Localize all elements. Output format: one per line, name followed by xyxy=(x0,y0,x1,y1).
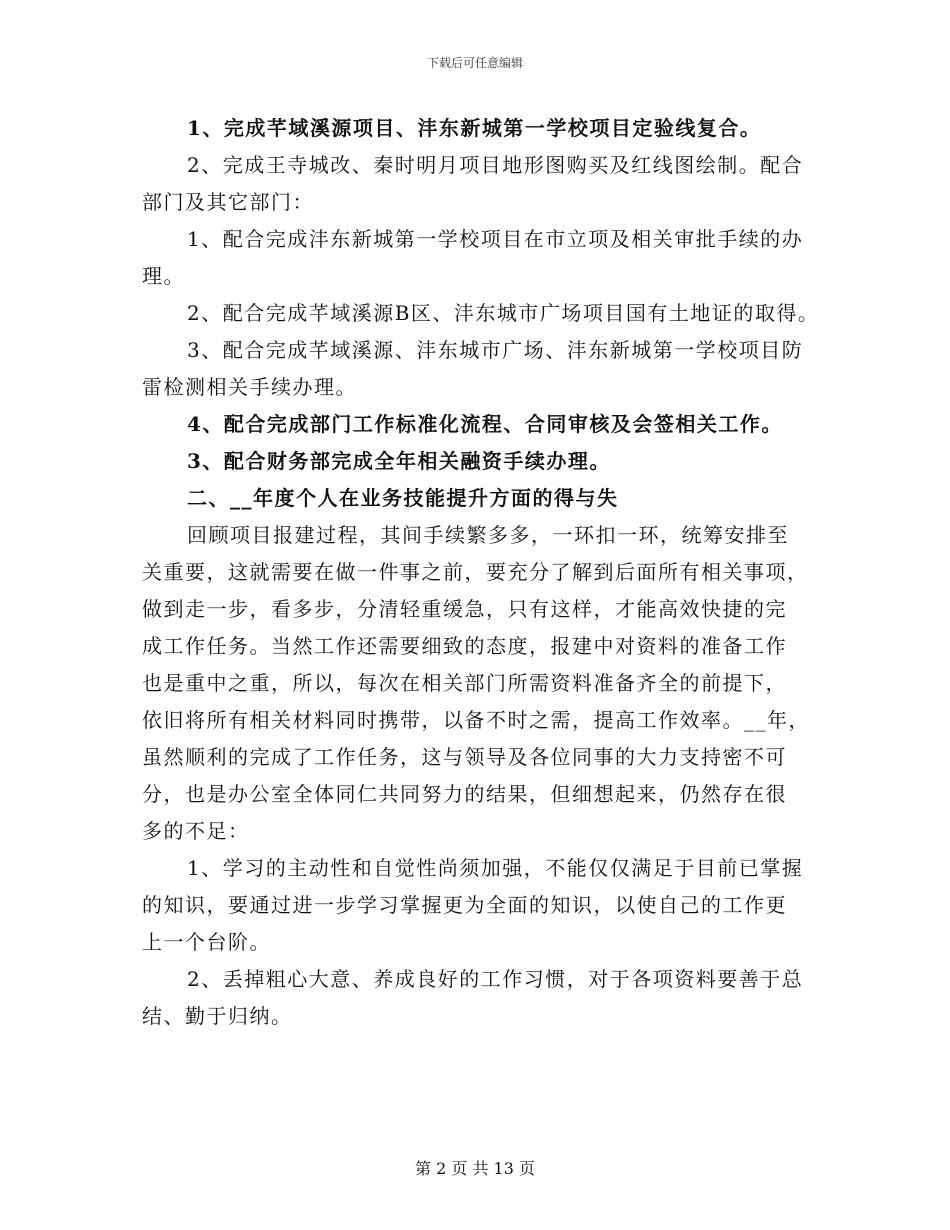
coop-line-3: 3、配合完成芊域溪源、沣东城市广场、沣东新城第一学校项目防 xyxy=(187,338,804,362)
coop-line-3-cont: 雷检测相关手续办理。 xyxy=(142,375,357,399)
review-paragraph-line: 关重要，这就需要在做一件事之前，要充分了解到后面所有相关事项， xyxy=(142,560,809,584)
shortcoming-line-1-cont: 的知识，要通过进一步学习掌握更为全面的知识，以使自己的工作更 xyxy=(142,893,787,917)
coop-line-5: 3、配合财务部完成全年相关融资手续办理。 xyxy=(187,449,611,473)
review-paragraph-line: 多的不足： xyxy=(142,819,250,843)
review-paragraph-line: 回顾项目报建过程，其间手续繁多多，一环扣一环，统筹安排至 xyxy=(187,523,789,547)
review-paragraph-line: 做到走一步，看多步，分清轻重缓急，只有这样，才能高效快捷的完 xyxy=(142,597,787,621)
review-paragraph-line: 虽然顺利的完成了工作任务，这与领导及各位同事的大力支持密不可 xyxy=(142,745,787,769)
coop-line-1-cont: 理。 xyxy=(142,264,185,288)
review-paragraph-line: 依旧将所有相关材料同时携带，以备不时之需，提高工作效率。__年， xyxy=(142,708,810,732)
section-heading: 二、__年度个人在业务技能提升方面的得与失 xyxy=(187,486,619,510)
coop-line-2: 2、配合完成芊域溪源B区、沣东城市广场项目国有土地证的取得。 xyxy=(187,301,820,325)
review-paragraph-line: 成工作任务。当然工作还需要细致的态度，报建中对资料的准备工作 xyxy=(142,634,787,658)
coop-line-4: 4、配合完成部门工作标准化流程、合同审核及会签相关工作。 xyxy=(187,412,783,436)
shortcoming-line-1: 1、学习的主动性和自觉性尚须加强，不能仅仅满足于目前已掌握 xyxy=(187,856,804,880)
coop-line-1: 1、配合完成沣东新城第一学校项目在市立项及相关审批手续的办 xyxy=(187,227,804,251)
review-paragraph-line: 也是重中之重，所以，每次在相关部门所需资料准备齐全的前提下， xyxy=(142,671,787,695)
task-line-2-cont: 部门及其它部门： xyxy=(142,190,314,214)
document-body xyxy=(142,110,822,1035)
page-header-note: 下载后可任意编辑 xyxy=(426,56,523,70)
review-paragraph-line: 分，也是办公室全体同仁共同努力的结果，但细想起来，仍然存在很 xyxy=(142,782,787,806)
shortcoming-line-1-cont: 上一个台阶。 xyxy=(142,930,271,954)
task-line-2: 2、完成王寺城改、秦时明月项目地形图购买及红线图绘制。配合 xyxy=(187,153,804,177)
page-number-footer: 第 2 页 共 13 页 xyxy=(415,1159,535,1178)
task-line-1: 1、完成芊域溪源项目、沣东新城第一学校项目定验线复合。 xyxy=(187,116,762,140)
shortcoming-line-2-cont: 结、勤于归纳。 xyxy=(142,1004,293,1028)
shortcoming-line-2: 2、丢掉粗心大意、养成良好的工作习惯，对于各项资料要善于总 xyxy=(187,967,804,991)
